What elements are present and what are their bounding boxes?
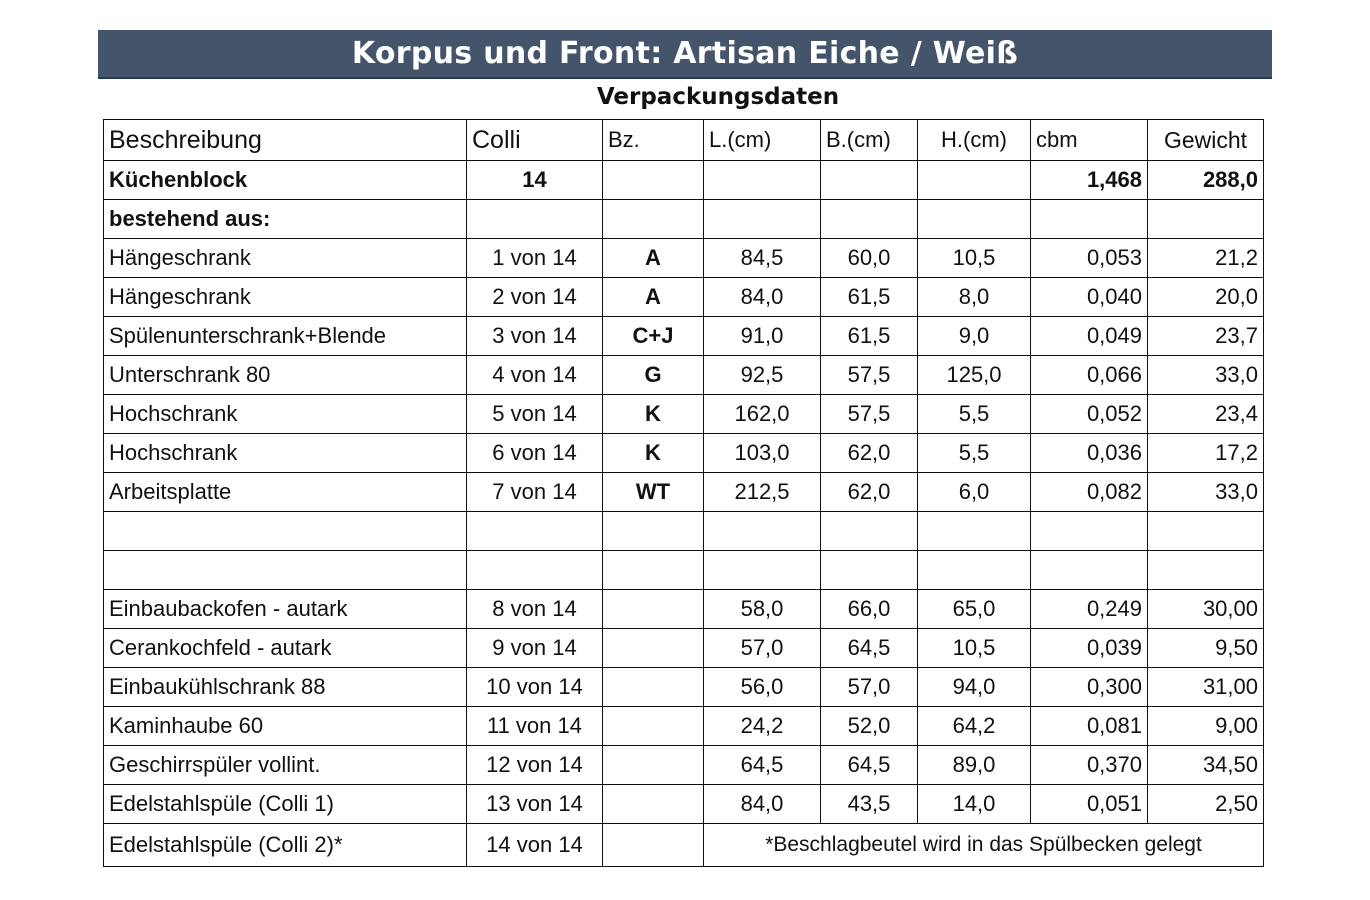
- row-height: [918, 512, 1031, 551]
- row-description: Edelstahlspüle (Colli 2)*: [104, 824, 467, 867]
- packaging-table: [103, 119, 1264, 867]
- row-colli: 14 von 14: [467, 824, 603, 867]
- table-cell: [821, 200, 918, 239]
- row-colli: 3 von 14: [467, 317, 603, 356]
- row-width: [821, 551, 918, 590]
- table-cell: [821, 161, 918, 200]
- row-bz: [603, 629, 704, 668]
- row-cbm: [1031, 551, 1148, 590]
- row-cbm: 0,052: [1031, 395, 1148, 434]
- section-row: [104, 200, 1264, 239]
- row-description: Geschirrspüler vollint.: [104, 746, 467, 785]
- table-row: [104, 356, 1264, 395]
- footnote: *Beschlagbeutel wird in das Spülbecken gelegt: [704, 824, 1264, 867]
- row-description: Einbaukühlschrank 88: [104, 668, 467, 707]
- row-bz: G: [603, 356, 704, 395]
- header-beschreibung: Beschreibung: [104, 120, 467, 161]
- row-height: 10,5: [918, 239, 1031, 278]
- row-gewicht: 23,4: [1148, 395, 1264, 434]
- row-bz: K: [603, 395, 704, 434]
- row-gewicht: 34,50: [1148, 746, 1264, 785]
- row-gewicht: 31,00: [1148, 668, 1264, 707]
- row-bz: K: [603, 434, 704, 473]
- row-bz: [603, 512, 704, 551]
- row-height: 125,0: [918, 356, 1031, 395]
- table-row: [104, 707, 1264, 746]
- header-length: L.(cm): [704, 120, 821, 161]
- table-row: [104, 746, 1264, 785]
- table-row-last: [104, 824, 1264, 867]
- row-gewicht: 2,50: [1148, 785, 1264, 824]
- row-length: [704, 551, 821, 590]
- row-bz: A: [603, 239, 704, 278]
- summary-label: Küchenblock: [104, 161, 467, 200]
- row-width: 61,5: [821, 317, 918, 356]
- header-width: B.(cm): [821, 120, 918, 161]
- row-length: 56,0: [704, 668, 821, 707]
- table-cell: [918, 200, 1031, 239]
- row-colli: 1 von 14: [467, 239, 603, 278]
- row-cbm: 0,040: [1031, 278, 1148, 317]
- row-colli: 12 von 14: [467, 746, 603, 785]
- row-colli: 11 von 14: [467, 707, 603, 746]
- row-colli: 4 von 14: [467, 356, 603, 395]
- row-height: 5,5: [918, 395, 1031, 434]
- row-height: [918, 551, 1031, 590]
- row-description: Cerankochfeld - autark: [104, 629, 467, 668]
- row-length: 91,0: [704, 317, 821, 356]
- row-description: Hochschrank: [104, 395, 467, 434]
- row-colli: 10 von 14: [467, 668, 603, 707]
- row-length: 24,2: [704, 707, 821, 746]
- row-gewicht: [1148, 551, 1264, 590]
- row-width: 57,5: [821, 395, 918, 434]
- row-bz: [603, 668, 704, 707]
- table-cell: [603, 824, 704, 867]
- row-cbm: 0,039: [1031, 629, 1148, 668]
- row-colli: 5 von 14: [467, 395, 603, 434]
- row-bz: C+J: [603, 317, 704, 356]
- row-width: 62,0: [821, 434, 918, 473]
- row-bz: [603, 746, 704, 785]
- table-cell: [1031, 200, 1148, 239]
- row-cbm: 0,051: [1031, 785, 1148, 824]
- row-width: 64,5: [821, 746, 918, 785]
- row-description: Einbaubackofen - autark: [104, 590, 467, 629]
- row-gewicht: 9,50: [1148, 629, 1264, 668]
- table-subtitle: Verpackungsdaten: [596, 84, 840, 110]
- row-cbm: 0,036: [1031, 434, 1148, 473]
- row-description: Kaminhaube 60: [104, 707, 467, 746]
- row-width: 64,5: [821, 629, 918, 668]
- row-cbm: 0,370: [1031, 746, 1148, 785]
- row-gewicht: 9,00: [1148, 707, 1264, 746]
- summary-row: [104, 161, 1264, 200]
- table-row: [104, 512, 1264, 551]
- row-cbm: 0,249: [1031, 590, 1148, 629]
- page-title: Korpus und Front: Artisan Eiche / Weiß: [351, 36, 1019, 71]
- table-row: [104, 590, 1264, 629]
- row-gewicht: 33,0: [1148, 473, 1264, 512]
- row-height: 9,0: [918, 317, 1031, 356]
- row-width: 43,5: [821, 785, 918, 824]
- summary-cbm: 1,468: [1031, 161, 1148, 200]
- row-bz: [603, 785, 704, 824]
- row-colli: 8 von 14: [467, 590, 603, 629]
- table-row: [104, 668, 1264, 707]
- header-height: H.(cm): [918, 120, 1031, 161]
- row-length: 64,5: [704, 746, 821, 785]
- row-description: Unterschrank 80: [104, 356, 467, 395]
- row-width: 60,0: [821, 239, 918, 278]
- row-width: 61,5: [821, 278, 918, 317]
- row-colli: 2 von 14: [467, 278, 603, 317]
- row-cbm: 0,049: [1031, 317, 1148, 356]
- row-length: 84,5: [704, 239, 821, 278]
- row-colli: [467, 551, 603, 590]
- row-height: 6,0: [918, 473, 1031, 512]
- table-row: [104, 239, 1264, 278]
- row-gewicht: 30,00: [1148, 590, 1264, 629]
- row-height: 5,5: [918, 434, 1031, 473]
- row-colli: [467, 512, 603, 551]
- row-length: 58,0: [704, 590, 821, 629]
- row-width: 66,0: [821, 590, 918, 629]
- row-description: Edelstahlspüle (Colli 1): [104, 785, 467, 824]
- row-gewicht: 17,2: [1148, 434, 1264, 473]
- row-bz: [603, 707, 704, 746]
- row-bz: A: [603, 278, 704, 317]
- table-row: [104, 473, 1264, 512]
- row-width: 62,0: [821, 473, 918, 512]
- row-width: 57,0: [821, 668, 918, 707]
- table-row: [104, 551, 1264, 590]
- row-gewicht: 20,0: [1148, 278, 1264, 317]
- table-row: [104, 785, 1264, 824]
- row-colli: 9 von 14: [467, 629, 603, 668]
- row-height: 65,0: [918, 590, 1031, 629]
- table-row: [104, 395, 1264, 434]
- row-cbm: 0,066: [1031, 356, 1148, 395]
- table-row: [104, 629, 1264, 668]
- row-width: 52,0: [821, 707, 918, 746]
- table-cell: [603, 200, 704, 239]
- row-length: [704, 512, 821, 551]
- row-cbm: [1031, 512, 1148, 551]
- table-row: [104, 434, 1264, 473]
- header-cbm: cbm: [1031, 120, 1148, 161]
- row-gewicht: 21,2: [1148, 239, 1264, 278]
- row-description: Spülenunterschrank+Blende: [104, 317, 467, 356]
- row-description: Hängeschrank: [104, 278, 467, 317]
- row-height: 8,0: [918, 278, 1031, 317]
- row-height: 89,0: [918, 746, 1031, 785]
- row-colli: 13 von 14: [467, 785, 603, 824]
- row-description: Arbeitsplatte: [104, 473, 467, 512]
- title-banner: [98, 30, 1272, 79]
- row-cbm: 0,053: [1031, 239, 1148, 278]
- row-bz: WT: [603, 473, 704, 512]
- row-length: 162,0: [704, 395, 821, 434]
- row-cbm: 0,082: [1031, 473, 1148, 512]
- row-description: [104, 512, 467, 551]
- row-cbm: 0,300: [1031, 668, 1148, 707]
- table-cell: [918, 161, 1031, 200]
- row-bz: [603, 551, 704, 590]
- summary-colli: 14: [467, 161, 603, 200]
- row-height: 64,2: [918, 707, 1031, 746]
- row-width: 57,5: [821, 356, 918, 395]
- section-label: bestehend aus:: [104, 200, 467, 239]
- row-height: 14,0: [918, 785, 1031, 824]
- summary-gewicht: 288,0: [1148, 161, 1264, 200]
- row-description: Hochschrank: [104, 434, 467, 473]
- table-row: [104, 317, 1264, 356]
- table-cell: [467, 200, 603, 239]
- header-bz: Bz.: [603, 120, 704, 161]
- table-cell: [704, 161, 821, 200]
- row-description: Hängeschrank: [104, 239, 467, 278]
- row-length: 103,0: [704, 434, 821, 473]
- row-width: [821, 512, 918, 551]
- table-cell: [704, 200, 821, 239]
- row-bz: [603, 590, 704, 629]
- header-row: [104, 120, 1264, 161]
- table-cell: [1148, 200, 1264, 239]
- row-gewicht: 33,0: [1148, 356, 1264, 395]
- row-length: 84,0: [704, 278, 821, 317]
- row-length: 212,5: [704, 473, 821, 512]
- row-gewicht: [1148, 512, 1264, 551]
- row-length: 84,0: [704, 785, 821, 824]
- header-gewicht: Gewicht: [1148, 120, 1264, 161]
- row-height: 94,0: [918, 668, 1031, 707]
- row-length: 57,0: [704, 629, 821, 668]
- row-gewicht: 23,7: [1148, 317, 1264, 356]
- row-height: 10,5: [918, 629, 1031, 668]
- row-length: 92,5: [704, 356, 821, 395]
- row-colli: 6 von 14: [467, 434, 603, 473]
- row-colli: 7 von 14: [467, 473, 603, 512]
- header-colli: Colli: [467, 120, 603, 161]
- row-description: [104, 551, 467, 590]
- table-cell: [603, 161, 704, 200]
- row-cbm: 0,081: [1031, 707, 1148, 746]
- table-row: [104, 278, 1264, 317]
